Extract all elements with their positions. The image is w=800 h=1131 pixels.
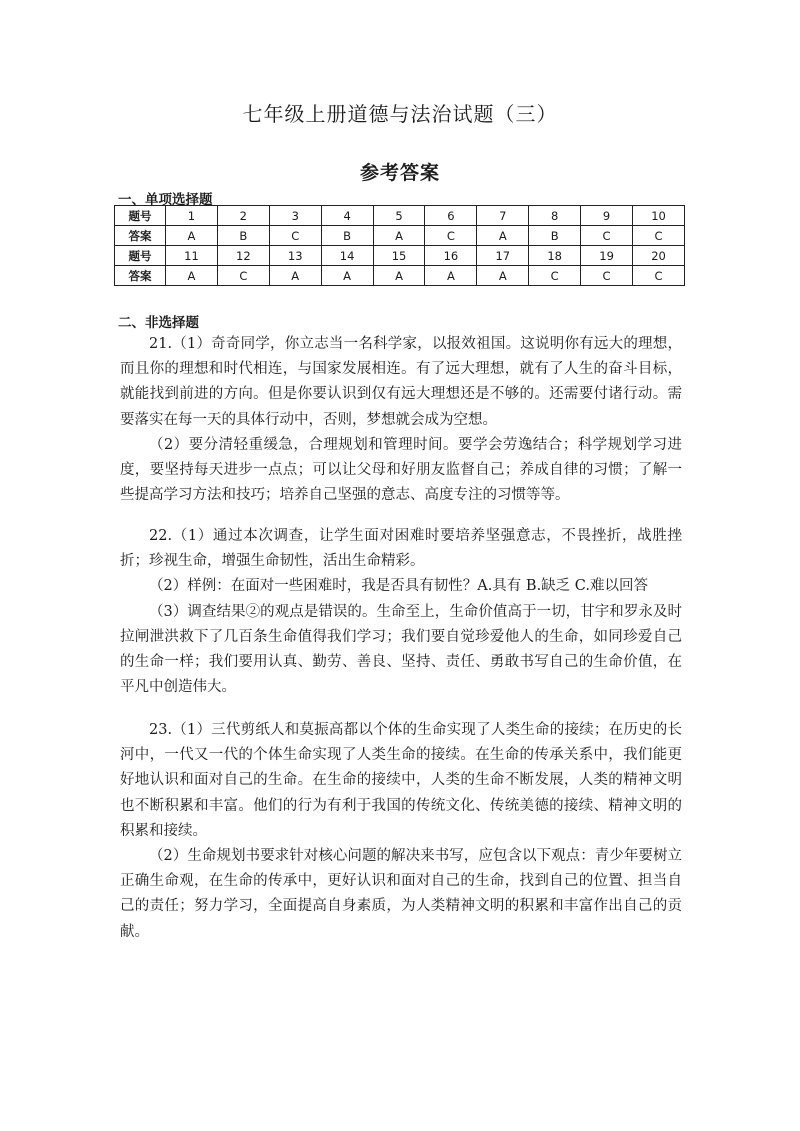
row-header: 题号	[115, 206, 166, 226]
answer-cell: A	[321, 266, 373, 286]
question-number-cell: 5	[373, 206, 425, 226]
section-heading-choice: 一、单项选择题	[118, 192, 213, 208]
answer-table	[114, 205, 685, 286]
table-row	[115, 206, 685, 226]
question-number-cell: 8	[529, 206, 581, 226]
answer-cell: B	[217, 226, 269, 246]
question-number-cell: 1	[166, 206, 218, 226]
q22-part1: 22.（1）通过本次调查，让学生面对困难时要培养坚强意志，不畏挫折，战胜挫折；珍视生命，增强生命韧性，活出生命精彩。	[120, 528, 682, 570]
question-number-cell: 3	[269, 206, 321, 226]
answer-cell: A	[373, 266, 425, 286]
answer-cell: A	[477, 266, 529, 286]
answer-cell: B	[529, 226, 581, 246]
table-row	[115, 226, 685, 246]
question-22	[120, 524, 682, 700]
answer-cell: C	[425, 226, 477, 246]
question-number-cell: 12	[217, 246, 269, 266]
answer-cell: C	[529, 266, 581, 286]
answer-cell: C	[217, 266, 269, 286]
row-header: 答案	[115, 226, 166, 246]
q21-part1: 21.（1）奇奇同学，你立志当一名科学家，以报效祖国。这说明你有远大的理想，而且你的理想和时代相连，与国家发展相连。有了远大理想，就有了人生的奋斗目标，就能找到前进的方向。但是你要认识到仅有远大理想还是不够的。还需要付诸行动。需要落实在每一天的具体行动中，否则，梦想就会成为空想。	[120, 336, 682, 428]
question-number-cell: 4	[321, 206, 373, 226]
question-number-cell: 20	[633, 246, 685, 266]
answer-cell: C	[581, 226, 633, 246]
question-number-cell: 14	[321, 246, 373, 266]
table-row	[115, 266, 685, 286]
answer-cell: A	[477, 226, 529, 246]
page-subtitle: 参考答案	[359, 162, 440, 184]
answer-cell: C	[633, 226, 685, 246]
answer-cell: A	[166, 226, 218, 246]
question-23	[120, 718, 682, 945]
q22-part2: （2）样例：在面对一些困难时，我是否具有韧性？A.具有 B.缺乏 C.难以回答	[149, 578, 648, 595]
answer-cell: B	[321, 226, 373, 246]
question-number-cell: 7	[477, 206, 529, 226]
row-header: 答案	[115, 266, 166, 286]
question-number-cell: 6	[425, 206, 477, 226]
question-number-cell: 11	[166, 246, 218, 266]
answer-cell: C	[633, 266, 685, 286]
row-header: 题号	[115, 246, 166, 266]
question-number-cell: 10	[633, 206, 685, 226]
table-row	[115, 246, 685, 266]
question-number-cell: 17	[477, 246, 529, 266]
question-number-cell: 9	[581, 206, 633, 226]
answer-cell: C	[269, 226, 321, 246]
question-21	[120, 332, 682, 508]
question-number-cell: 2	[217, 206, 269, 226]
answer-cell: A	[425, 266, 477, 286]
q23-part1: 23.（1）三代剪纸人和莫振高都以个体的生命实现了人类生命的接续；在历史的长河中，一代又一代的个体生命实现了人类生命的接续。在生命的传承关系中，我们能更好地认识和面对自己的生命。在生命的接续中，人类的生命不断发展，人类的精神文明也不断积累和丰富。他们的行为有利于我国的传统文化、传统美德的接续、精神文明的积累和接续。	[120, 722, 682, 839]
question-number-cell: 18	[529, 246, 581, 266]
q21-part2: （2）要分清轻重缓急，合理规划和管理时间。要学会劳逸结合；科学规划学习进度，要坚持每天进步一点点；可以让父母和好朋友监督自己；养成自律的习惯；了解一些提高学习方法和技巧；培养自己坚强的意志、高度专注的习惯等等。	[120, 436, 682, 504]
question-number-cell: 15	[373, 246, 425, 266]
question-number-cell: 13	[269, 246, 321, 266]
question-number-cell: 16	[425, 246, 477, 266]
answer-cell: A	[166, 266, 218, 286]
section-heading-non-choice: 二、非选择题	[118, 315, 199, 331]
answer-cell: C	[581, 266, 633, 286]
question-number-cell: 19	[581, 246, 633, 266]
answer-cell: A	[269, 266, 321, 286]
answer-cell: A	[373, 226, 425, 246]
q22-part3: （3）调查结果②的观点是错误的。生命至上，生命价值高于一切，甘宇和罗永及时拉闸泄洪救下了几百条生命值得我们学习；我们要自觉珍爱他人的生命，如同珍爱自己的生命一样；我们要用认真、勤劳、善良、坚持、责任、勇敢书写自己的生命价值，在平凡中创造伟大。	[120, 603, 682, 696]
page-title: 七年级上册道德与法治试题（三）	[242, 102, 558, 126]
q23-part2: （2）生命规划书要求针对核心问题的解决来书写，应包含以下观点：青少年要树立正确生命观，在生命的传承中，更好认识和面对自己的生命，找到自己的位置、担当自己的责任；努力学习，全面提高自身素质，为人类精神文明的积累和丰富作出自己的贡献。	[120, 848, 682, 940]
